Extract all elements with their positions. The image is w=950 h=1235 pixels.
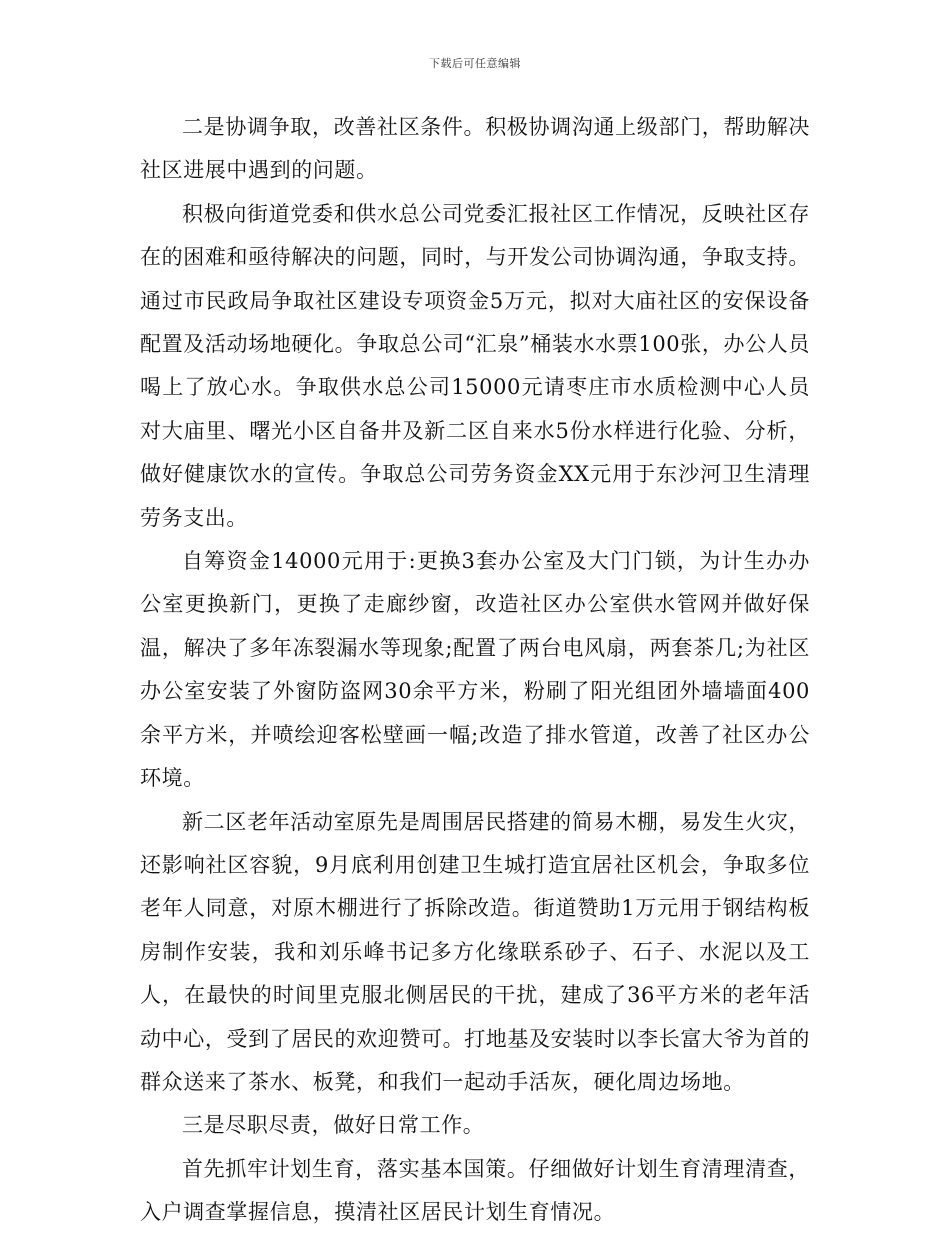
paragraph-6: 首先抓牢计划生育，落实基本国策。仔细做好计划生育清理清查，入户调查掌握信息，摸清社区居民计划生育情况。	[140, 1156, 810, 1225]
paragraph-3: 自筹资金14000元用于:更换3套办公室及大门门锁，为计生办办公室更换新门，更换了走廊纱窗，改造社区办公室供水管网并做好保温，解决了多年冻裂漏水等现象;配置了两台电风扇，两套茶几;为社区办公室安装了外窗防盗网30余平方米，粉刷了阳光组团外墙墙面400余平方米，并喷绘迎客松壁画一幅;改造了排水管道，改善了社区办公环境。	[140, 549, 810, 791]
page-header: 下载后可任意编辑	[429, 57, 521, 70]
document-body	[140, 106, 810, 1235]
paragraph-2: 积极向街道党委和供水总公司党委汇报社区工作情况，反映社区存在的困难和亟待解决的问题，同时，与开发公司协调沟通，争取支持。通过市民政局争取社区建设专项资金5万元，拟对大庙社区的安保设备配置及活动场地硬化。争取总公司“汇泉”桶装水水票100张，办公人员喝上了放心水。争取供水总公司15000元请枣庄市水质检测中心人员对大庙里、曙光小区自备井及新二区自来水5份水样进行化验、分析，做好健康饮水的宣传。争取总公司劳务资金XX元用于东沙河卫生清理劳务支出。	[140, 201, 810, 530]
paragraph-5: 三是尽职尽责，做好日常工作。	[182, 1113, 485, 1138]
paragraph-1: 二是协调争取，改善社区条件。积极协调沟通上级部门，帮助解决社区进展中遇到的问题。	[140, 115, 810, 183]
paragraph-4: 新二区老年活动室原先是周围居民搭建的简易木棚，易发生火灾，还影响社区容貌，9月底利用创建卫生城打造宜居社区机会，争取多位老年人同意，对原木棚进行了拆除改造。街道赞助1万元用于钢结构板房制作安装，我和刘乐峰书记多方化缘联系砂子、石子、水泥以及工人，在最快的时间里克服北侧居民的干扰，建成了36平方米的老年活动中心，受到了居民的欢迎赞可。打地基及安装时以李长富大爷为首的群众送来了茶水、板凳，和我们一起动手活灰，硬化周边场地。	[140, 809, 810, 1094]
